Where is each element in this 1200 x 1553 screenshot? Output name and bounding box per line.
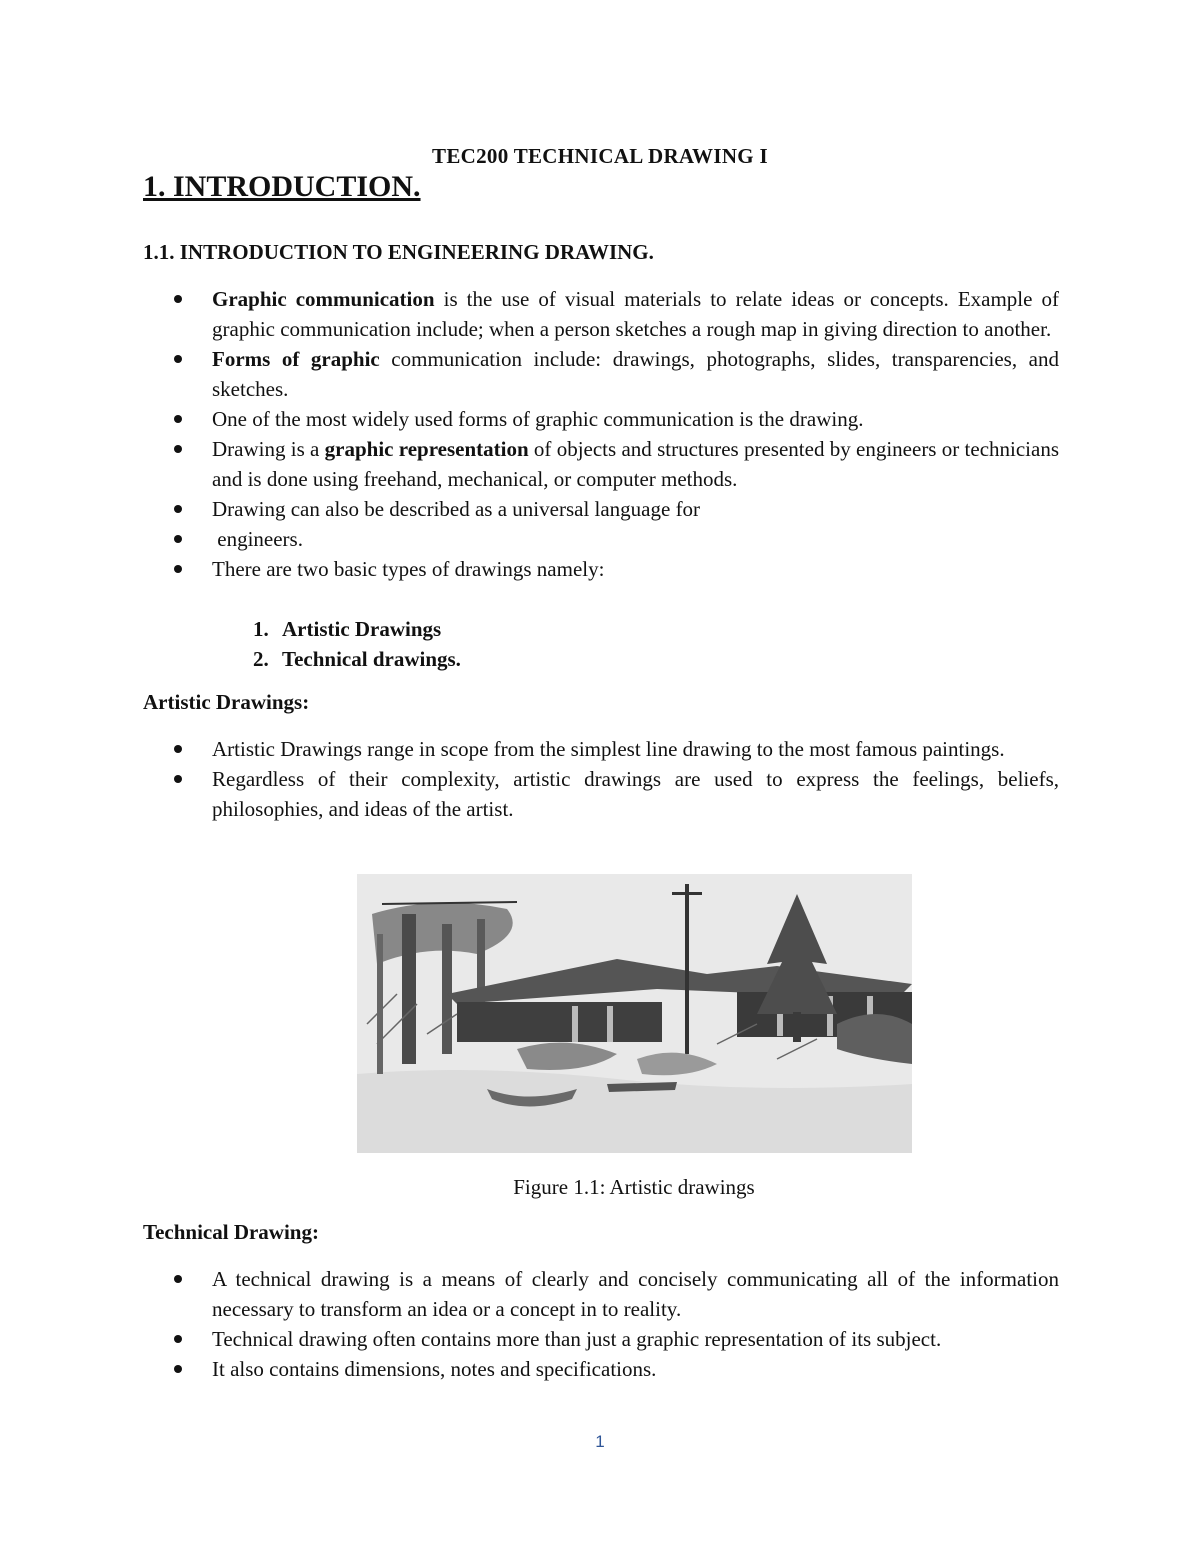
bullet-text: A technical drawing is a means of clearly and concisely communicating all of the information necessary to transform an idea or a concept in to reality. bbox=[212, 1267, 1059, 1321]
bullet-icon bbox=[174, 445, 182, 453]
list-item bbox=[143, 1324, 1059, 1354]
bullet-text: Artistic Drawings range in scope from the simplest line drawing to the most famous paintings. bbox=[212, 737, 1005, 761]
chapter-title: 1. INTRODUCTION. bbox=[143, 170, 421, 203]
bullet-bold-text: Graphic communication bbox=[212, 287, 435, 311]
bullet-text: Drawing can also be described as a universal language for bbox=[212, 497, 701, 521]
drawing-types-list bbox=[253, 614, 461, 674]
bullet-icon bbox=[174, 1335, 182, 1343]
list-number: 1. bbox=[253, 617, 269, 641]
bullet-text: of objects and structures presented by engineers or technicians and is done using freehand, mechanical, or computer methods. bbox=[212, 437, 1059, 491]
bullet-icon bbox=[174, 775, 182, 783]
bullet-icon bbox=[174, 745, 182, 753]
bullet-text: communication include: drawings, photographs, slides, transparencies, and sketches. bbox=[212, 347, 1059, 401]
section-title: 1.1. INTRODUCTION TO ENGINEERING DRAWING. bbox=[143, 240, 654, 264]
bullet-icon bbox=[174, 355, 182, 363]
bullet-icon bbox=[174, 565, 182, 573]
bullet-text: There are two basic types of drawings namely: bbox=[212, 557, 605, 581]
house-sketch-illustration bbox=[357, 874, 912, 1153]
artistic-drawing-figure bbox=[357, 874, 912, 1153]
bullet-icon bbox=[174, 505, 182, 513]
bullet-text: is the use of visual materials to relate ideas or concepts. Example of graphic communication include; when a person sketches a rough map in giving direction to another. bbox=[212, 287, 1060, 341]
list-item bbox=[143, 1264, 1059, 1324]
bullet-icon bbox=[174, 1275, 182, 1283]
list-item bbox=[253, 614, 461, 644]
list-item bbox=[143, 524, 1059, 554]
bullet-icon bbox=[174, 415, 182, 423]
technical-bullet-list bbox=[143, 1264, 1059, 1384]
list-item bbox=[253, 644, 461, 674]
bullet-text: Drawing is a bbox=[212, 437, 325, 461]
course-title: TEC200 TECHNICAL DRAWING I bbox=[432, 144, 768, 168]
technical-heading: Technical Drawing: bbox=[143, 1220, 319, 1244]
figure-caption: Figure 1.1: Artistic drawings bbox=[513, 1175, 755, 1199]
bullet-text: Regardless of their complexity, artistic drawings are used to express the feelings, beliefs, philosophies, and ideas of the artist. bbox=[212, 767, 1059, 821]
artistic-heading: Artistic Drawings: bbox=[143, 690, 310, 714]
bullet-icon bbox=[174, 1365, 182, 1373]
bullet-icon bbox=[174, 295, 182, 303]
bullet-text: Technical drawing often contains more than just a graphic representation of its subject. bbox=[212, 1327, 942, 1351]
list-item bbox=[143, 734, 1059, 764]
bullet-text: It also contains dimensions, notes and specifications. bbox=[212, 1357, 657, 1381]
list-item bbox=[143, 344, 1059, 404]
page-number: 1 bbox=[595, 1432, 605, 1451]
bullet-text: One of the most widely used forms of graphic communication is the drawing. bbox=[212, 407, 864, 431]
list-item bbox=[143, 1354, 1059, 1384]
artistic-bullet-list bbox=[143, 734, 1059, 824]
list-label: Technical drawings. bbox=[282, 647, 461, 671]
bullet-bold-text: Forms of graphic bbox=[212, 347, 380, 371]
list-item bbox=[143, 764, 1059, 824]
list-item bbox=[143, 494, 1059, 524]
bullet-icon bbox=[174, 535, 182, 543]
intro-bullet-list bbox=[143, 284, 1059, 584]
list-item bbox=[143, 284, 1059, 344]
bullet-text: engineers. bbox=[212, 527, 303, 551]
list-item bbox=[143, 404, 1059, 434]
bullet-bold-text: graphic representation bbox=[324, 437, 529, 461]
list-number: 2. bbox=[253, 647, 269, 671]
list-label: Artistic Drawings bbox=[282, 617, 442, 641]
list-item bbox=[143, 554, 1059, 584]
list-item bbox=[143, 434, 1059, 494]
